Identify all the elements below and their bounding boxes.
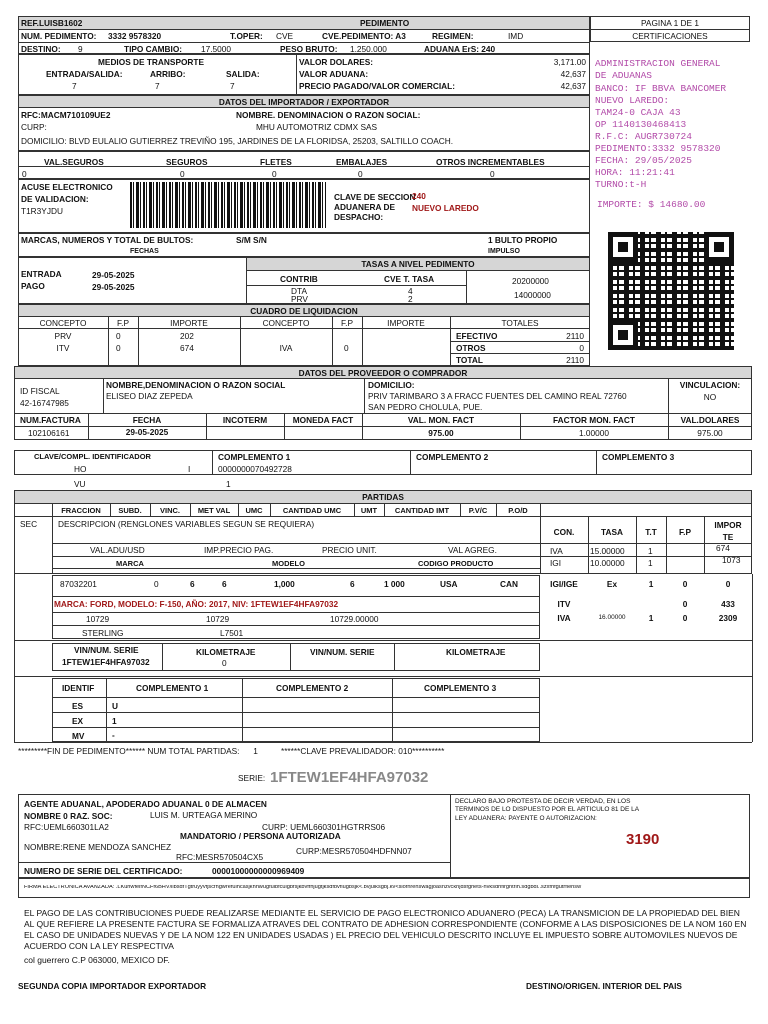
efectivo-value: 2110 — [566, 331, 584, 341]
total-value: 2110 — [566, 355, 584, 365]
destino-value: 9 — [78, 44, 83, 54]
liq-row2-fp-2: 0 — [344, 343, 349, 353]
identif-row-id: MV — [72, 731, 85, 741]
agente-nombre-value: LUIS M. URTEAGA MERINO — [150, 810, 258, 820]
liq-row1-fp: 0 — [116, 331, 121, 341]
header-shade — [19, 17, 589, 29]
cve-pedimento-label: CVE.PEDIMENTO: A3 — [322, 31, 406, 41]
agente-curp: CURP: UEML660301HGTRRS06 — [262, 822, 386, 832]
tax-header-fp: F.P — [679, 527, 691, 537]
mandatorio-label: MANDATORIO / PERSONA AUTORIZADA — [180, 831, 341, 841]
tipo-cambio-label: TIPO CAMBIO: — [124, 44, 183, 54]
cert-importe: IMPORTE: $ 14680.00 — [597, 199, 706, 210]
partida-tax-con: IVA — [557, 613, 571, 623]
toper-label: T.OPER: — [230, 31, 263, 41]
codigo-producto-label: CODIGO PRODUCTO — [418, 559, 494, 568]
factura-header-incoterm: INCOTERM — [222, 415, 268, 425]
clave-seccion-label-1: CLAVE DE SECCION — [334, 192, 416, 202]
kilometraje-label: KILOMETRAJE — [196, 647, 256, 657]
tax-row-imp: 1073 — [722, 555, 741, 565]
acuse-label-2: DE VALIDACION: — [21, 194, 89, 204]
identif-row-id: EX — [72, 716, 84, 726]
certificaciones-label: CERTIFICACIONES — [632, 31, 708, 41]
arribo-value: 7 — [155, 81, 160, 91]
partida-valadu: 10729 — [86, 614, 110, 624]
tax-row-tasa: 10.00000 — [590, 558, 625, 568]
partida-tax-imp: 0 — [725, 579, 731, 589]
pagina-label: PAGINA 1 DE 1 — [641, 18, 699, 28]
tax-row-con: IGI — [550, 558, 562, 568]
marca-label: MARCA — [116, 559, 144, 568]
valor-dolares-value: 3,171.00 — [553, 57, 586, 67]
partidas-title: PARTIDAS — [362, 492, 404, 502]
serie-value: 1FTEW1EF4HFA97032 — [270, 769, 429, 786]
factura-header-val-mon: VAL. MON. FACT — [407, 415, 475, 425]
partida-descripcion: MARCA: FORD, MODELO: F-150, AÑO: 2017, NIV: 1FTEW1EF4HFA97032 — [54, 599, 339, 609]
val-agreg-label: VAL AGREG. — [448, 545, 497, 555]
partida-tax-tt: 1 — [648, 613, 654, 623]
barcode-image — [130, 182, 326, 228]
partidas-header-fraccion: FRACCION — [61, 506, 101, 515]
liq-row2-importe: 674 — [180, 343, 194, 353]
partida-tax-tasa: 16.00000 — [598, 614, 626, 621]
vinculacion-label: VINCULACION: — [679, 380, 741, 390]
descripcion-header: DESCRIPCION (RENGLONES VARIABLES SEGUN SE REQUIERA) — [58, 519, 315, 529]
tasa-row2-tasa: 14000000 — [514, 290, 551, 300]
tipo-cambio-value: 17.5000 — [201, 44, 231, 54]
factura-header-fecha: FECHA — [132, 415, 162, 425]
clave-row1-sep: I — [188, 464, 191, 474]
identif-row-c1: U — [112, 701, 118, 711]
cert-line: NUEVO LAREDO: — [595, 95, 670, 106]
marcas-value: S/M S/N — [236, 235, 267, 245]
partida-impprecio: 10729 — [206, 614, 230, 624]
mandatorio-curp: CURP:MESR570504HDFNN07 — [296, 846, 412, 856]
partida-vinc: 6 — [190, 579, 195, 589]
tasa-row1-tasa: 20200000 — [512, 276, 549, 286]
partidas-header-cantidad-umc: CANTIDAD UMC — [282, 506, 342, 515]
mandatorio-nombre: NOMBRE:RENE MENDOZA SANCHEZ — [24, 842, 172, 852]
serie-certificado-value: 00001000000000969409 — [212, 866, 305, 876]
pago-label: PAGO — [21, 281, 45, 291]
vinculacion-value: NO — [703, 392, 717, 402]
liq-row1-concepto: PRV — [54, 331, 72, 341]
proveedor-nombre-value: ELISEO DIAZ ZEPEDA — [106, 391, 193, 401]
partidas-header-pvc: P.V/C — [468, 506, 488, 515]
partida-subd: 0 — [154, 579, 159, 589]
liq-header-concepto-2: CONCEPTO — [262, 318, 310, 328]
partida-tax-con: ITV — [557, 599, 571, 609]
valor-aduana-value: 42,637 — [560, 69, 586, 79]
marcas-label: MARCAS, NUMEROS Y TOTAL DE BULTOS: — [21, 235, 194, 245]
importador-rfc: RFC:MACM710109UE2 — [21, 110, 111, 120]
peso-bruto-value: 1.250.000 — [350, 44, 387, 54]
qr-code — [608, 232, 734, 350]
partida-modelo: L7501 — [220, 628, 244, 638]
vin-label-2: VIN/NUM. SERIE — [310, 647, 375, 657]
factura-factor-value: 1.00000 — [579, 428, 609, 438]
proveedor-nombre-label: NOMBRE,DENOMINACION O RAZON SOCIAL — [106, 380, 286, 390]
importador-curp: CURP: — [21, 122, 47, 132]
otros-incrementables-label: OTROS INCREMENTABLES — [436, 157, 545, 167]
liquidacion-title: CUADRO DE LIQUIDACION — [250, 306, 358, 316]
peso-bruto-label: PESO BRUTO: — [280, 44, 338, 54]
clave-row1-comp1: 0000000070492728 — [218, 464, 292, 474]
partida-pod: CAN — [500, 579, 518, 589]
partida-tax-tasa: Ex — [606, 579, 618, 589]
contrib-label: CONTRIB — [280, 274, 318, 284]
tasa-row2-contrib: PRV — [291, 294, 308, 304]
proveedor-domicilio-line-2: SAN PEDRO CHOLULA, PUE. — [368, 402, 483, 412]
entrada-value: 7 — [72, 81, 77, 91]
kilometraje-value: 0 — [222, 658, 227, 668]
partida-marca: STERLING — [82, 628, 124, 638]
partida-tax-tt: 1 — [648, 579, 654, 589]
impulso-label: IMPULSO — [488, 248, 520, 255]
footer-address: col guerrero C.P 063000, MEXICO DF. — [24, 955, 170, 965]
identif-row-id: ES — [72, 701, 84, 711]
clave-complemento-2: COMPLEMENTO 2 — [416, 452, 489, 462]
tax-row-con: IVA — [550, 546, 563, 556]
cert-line: DE ADUANAS — [595, 70, 653, 81]
identif-header-comp-1: COMPLEMENTO 1 — [136, 683, 209, 693]
val-seguros-value: 0 — [22, 169, 27, 179]
modelo-label: MODELO — [272, 559, 305, 568]
partidas-header-pod: P.O/D — [508, 506, 528, 515]
partidas-header-subd: SUBD. — [118, 506, 142, 515]
tax-header-importe-1: IMPOR — [714, 520, 742, 530]
val-seguros-label: VAL.SEGUROS — [44, 157, 104, 167]
tasas-title: TASAS A NIVEL PEDIMENTO — [361, 259, 475, 269]
agente-title: AGENTE ADUANAL, APODERADO ADUANAL 0 DE ALMACEN — [24, 799, 267, 809]
cert-line: BANCO: IF BBVA BANCOMER — [595, 83, 727, 94]
clave-complemento-1: COMPLEMENTO 1 — [218, 452, 291, 462]
declaro-text: DECLARO BAJO PROTESTA DE DECIR VERDAD, EN LOS TERMINOS DE LO DISPUESTO POR EL ARTICULO 81 DE LA LEY ADUANERA: PAYENTE O AUTORIZACION: — [455, 798, 639, 822]
otros-value: 0 — [490, 169, 495, 179]
precio-unit-label: PRECIO UNIT. — [322, 545, 377, 555]
importador-nombre-label: NOMBRE. DENOMINACION O RAZON SOCIAL: — [236, 110, 421, 120]
factura-fecha-value: 29-05-2025 — [125, 427, 169, 437]
identif-header: IDENTIF — [62, 683, 95, 693]
cert-line: FECHA: 29/05/2025 — [595, 155, 692, 166]
cert-line: TURNO:t-H — [595, 179, 647, 190]
liq-header-importe-2: IMPORTE — [387, 318, 425, 328]
liq-row2-concepto-2: IVA — [279, 343, 293, 353]
serie-certificado-label: NUMERO DE SERIE DEL CERTIFICADO: — [24, 866, 183, 876]
fletes-label: FLETES — [260, 157, 292, 167]
liq-row2-concepto: ITV — [56, 343, 70, 353]
footer-paragraph: EL PAGO DE LAS CONTRIBUCIONES PUEDE REALIZARSE MEDIANTE EL SERVICIO DE PAGO ELECTRONICO ADUANERO (PECA) LA TRANSMICION DE LA PROPIEDAD DEL BIEN AL QUE REFIERE LA PRESENTE FACTURA SE FORMALIZA ATRAVES DEL CONTRATO DE ADHESION CORRESPONDIENTE (CONFORME A LAS DISPOSICIONES DE LA NOM 160 EN EL CASO DE UNIDADES NUEVAS Y DE LA NOM 122 EN UNIDADES USADAS ) EL PRECIO DEL VEHICULO DESCRITO INCLUYE EL IMPUESTO SOBRE AUTOMOVILES NUEVOS DE ACUERDO CON LA LEY RESPECTIVA — [24, 908, 747, 952]
toper-value: CVE — [276, 31, 294, 41]
factura-val-dolares-value: 975.00 — [697, 428, 723, 438]
factura-header-moneda: MONEDA FACT — [292, 415, 354, 425]
seguros-value: 0 — [180, 169, 185, 179]
pago-date: 29-05-2025 — [92, 282, 135, 292]
embalajes-label: EMBALAJES — [336, 157, 388, 167]
clave-seccion-value: 240 — [412, 191, 426, 201]
vin-label: VIN/NUM. SERIE — [74, 645, 139, 655]
agente-rfc: RFC:UEML660301LA2 — [24, 822, 109, 832]
partida-tax-fp: 0 — [682, 613, 688, 623]
partidas-header-vinc: VINC. — [159, 506, 180, 515]
id-fiscal-label: ID FISCAL — [20, 386, 60, 396]
valor-dolares-label: VALOR DOLARES: — [299, 57, 374, 67]
fletes-value: 0 — [272, 169, 277, 179]
precio-pagado-label: PRECIO PAGADO/VALOR COMERCIAL: — [299, 81, 455, 91]
proveedor-domicilio-label: DOMICILIO: — [368, 380, 415, 390]
imp-precio-label: IMP.PRECIO PAG. — [204, 545, 274, 555]
precio-pagado-value: 42,637 — [560, 81, 586, 91]
identif-header-comp-2: COMPLEMENTO 2 — [276, 683, 349, 693]
importador-domicilio: DOMICILIO: BLVD EULALIO GUTIERREZ TREVIÑO 195, JARDINES DE LA FLORIDSA, 25203, SALTILLO COACH. — [21, 136, 454, 146]
tax-header-importe-2: TE — [722, 532, 734, 542]
otros-label: OTROS — [456, 343, 486, 353]
arribo-label: ARRIBO: — [150, 69, 186, 79]
partida-cantidad-imt: 1 000 — [384, 579, 405, 589]
partida-tax-fp: 0 — [682, 579, 688, 589]
aduana-label: ADUANA ErS: 240 — [424, 44, 496, 54]
identif-header-comp-3: COMPLEMENTO 3 — [424, 683, 497, 693]
cve-tasa-label: CVE T. TASA — [384, 274, 435, 284]
clave-seccion-city: NUEVO LAREDO — [412, 203, 479, 213]
num-pedimento-label: NUM. PEDIMENTO: — [21, 31, 97, 41]
partidas-header-cantidad-imt: CANTIDAD IMT — [394, 506, 450, 515]
partida-preciounit: 10729.00000 — [330, 614, 379, 624]
id-fiscal-value: 42-16747985 — [20, 398, 69, 408]
partida-tax-fp: 0 — [682, 599, 688, 609]
segunda-copia-label: SEGUNDA COPIA IMPORTADOR EXPORTADOR — [18, 981, 207, 991]
partida-tax-con: IGI/IGE — [550, 579, 578, 589]
cert-line: PEDIMENTO:3332 9578320 — [595, 143, 721, 154]
liq-header-fp-2: F.P — [341, 318, 353, 328]
fin-pedimento-line: *********FIN DE PEDIMENTO****** NUM TOTAL PARTIDAS: 1 ******CLAVE PREVALIDADOR: 010********** — [18, 746, 445, 756]
clave-title: CLAVE/COMPL. IDENTIFICADOR — [34, 452, 151, 461]
partida-fraccion: 87032201 — [60, 579, 97, 589]
num-pedimento-value: 3332 9578320 — [108, 31, 162, 41]
destino-origen-label: DESTINO/ORIGEN. INTERIOR DEL PAIS — [526, 981, 682, 991]
embalajes-value: 0 — [358, 169, 363, 179]
transporte-title: MEDIOS DE TRANSPORTE — [98, 57, 205, 67]
cert-line: R.F.C: AUGR730724 — [595, 131, 692, 142]
regimen-value: IMD — [508, 31, 524, 41]
salida-label: SALIDA: — [226, 69, 260, 79]
partidas-header-umt: UMT — [360, 506, 378, 515]
factura-num-value: 102106161 — [28, 428, 70, 438]
vin-value: 1FTEW1EF4HFA97032 — [62, 657, 150, 667]
efectivo-label: EFECTIVO — [456, 331, 498, 341]
factura-val-mon-value: 975.00 — [428, 428, 454, 438]
cert-line: ADMINISTRACION GENERAL — [595, 58, 721, 69]
salida-value: 7 — [230, 81, 235, 91]
entrada-label: ENTRADA — [21, 269, 62, 279]
factura-header-factor: FACTOR MON. FACT — [553, 415, 635, 425]
firma-electronica: FIRMA ELECTRONICA AVANZADA: .LKuhwfeifNCFf6BHV/ilbsdfTgtruyyvfjscfhgwrefuihcasjkhnwugfuibfcuigbfsjkbvffhjugtjksdfbvfiugbsjk<.bvjuiksgbj.kv<siofnrehswagjoasnzvcknjdsfghets-nvksdhfirgntrih.sdgbdl..szxfhfgutrfiehsw — [24, 885, 582, 890]
agente-nombre-label: NOMBRE 0 RAZ. SOC: — [24, 811, 113, 821]
kilometraje-label-2: KILOMETRAJE — [446, 647, 506, 657]
sec-label: SEC — [20, 519, 38, 529]
partida-pvc: USA — [440, 579, 458, 589]
valor-aduana-label: VALOR ADUANA: — [299, 69, 369, 79]
acuse-label-1: ACUSE ELECTRONICO — [21, 182, 113, 192]
proveedor-title: DATOS DEL PROVEEDOR O COMPRADOR — [298, 368, 468, 378]
partidas-header-umc: UMC — [245, 506, 263, 515]
tax-row-tt: 1 — [648, 546, 653, 556]
partida-tax-imp: 2309 — [718, 613, 738, 623]
partida-umt: 6 — [350, 579, 355, 589]
otros-total-value: 0 — [579, 343, 584, 353]
liq-row2-fp: 0 — [116, 343, 121, 353]
entrada-date: 29-05-2025 — [92, 270, 135, 280]
acuse-value: T1R3YJDU — [21, 206, 63, 216]
clave-seccion-label-2: ADUANERA DE — [334, 202, 395, 212]
seguros-label: SEGUROS — [166, 157, 208, 167]
cert-line: TAM24-0 CAJA 43 — [595, 107, 681, 118]
clave-seccion-label-3: DESPACHO: — [334, 212, 384, 222]
clave-complemento-3: COMPLEMENTO 3 — [602, 452, 675, 462]
clave-row2-clave: VU — [74, 479, 86, 489]
cert-line: OP 1140130468413 — [595, 119, 687, 130]
liq-header-totales: TOTALES — [501, 318, 539, 328]
liq-header-concepto: CONCEPTO — [39, 318, 87, 328]
identif-row-c1: - — [112, 730, 115, 740]
tax-row-imp: 674 — [716, 543, 730, 553]
tasa-row1-contrib: DTA — [291, 286, 307, 296]
liq-header-importe: IMPORTE — [170, 318, 208, 328]
tax-header-con: CON. — [553, 527, 575, 537]
partida-metval: 6 — [222, 579, 227, 589]
clave-row2-comp1: 1 — [226, 479, 231, 489]
valadu-label: VAL.ADU/USD — [90, 545, 145, 555]
proveedor-domicilio-line-1: PRIV TARIMBARO 3 A FRACC FUENTES DEL CAMINO REAL 72760 — [368, 391, 627, 401]
partida-tax-imp: 433 — [721, 599, 735, 609]
tax-row-tt: 1 — [648, 558, 653, 568]
liq-header-fp: F.P — [117, 318, 129, 328]
importador-nombre-value: MHU AUTOMOTRIZ CDMX SAS — [256, 122, 378, 132]
tax-row-tasa: 15.00000 — [590, 546, 625, 556]
tax-header-tt: T.T — [645, 527, 657, 537]
partida-umc: 1,000 — [274, 579, 295, 589]
partidas-header-metval: MET VAL — [197, 506, 231, 515]
regimen-label: REGIMEN: — [432, 31, 474, 41]
autorizacion-value: 3190 — [626, 831, 660, 848]
fechas-label: FECHAS — [130, 248, 159, 255]
bultos-value: 1 BULTO PROPIO — [488, 235, 558, 245]
importador-title: DATOS DEL IMPORTADOR / EXPORTADOR — [218, 97, 390, 107]
tasa-row2-cve: 2 — [408, 294, 413, 304]
serie-label: SERIE: — [238, 773, 266, 783]
mandatorio-rfc: RFC:MESR570504CX5 — [176, 852, 264, 862]
clave-row1-clave: HO — [74, 464, 87, 474]
factura-header-val-dolares: VAL.DOLARES — [680, 415, 740, 425]
cert-line: HORA: 11:21:41 — [595, 167, 675, 178]
entrada-salida-label: ENTRADA/SALIDA: — [46, 69, 123, 79]
tasa-row1-cve: 4 — [408, 286, 413, 296]
tax-header-tasa: TASA — [601, 527, 623, 537]
destino-label: DESTINO: — [21, 44, 61, 54]
pedimento-title: PEDIMENTO — [360, 18, 410, 28]
identif-row-c1: 1 — [112, 716, 117, 726]
ref-label: REF.LUISB1602 — [21, 18, 83, 28]
liq-row1-importe: 202 — [180, 331, 194, 341]
factura-header-num: NUM.FACTURA — [20, 415, 81, 425]
total-label: TOTAL — [456, 355, 483, 365]
